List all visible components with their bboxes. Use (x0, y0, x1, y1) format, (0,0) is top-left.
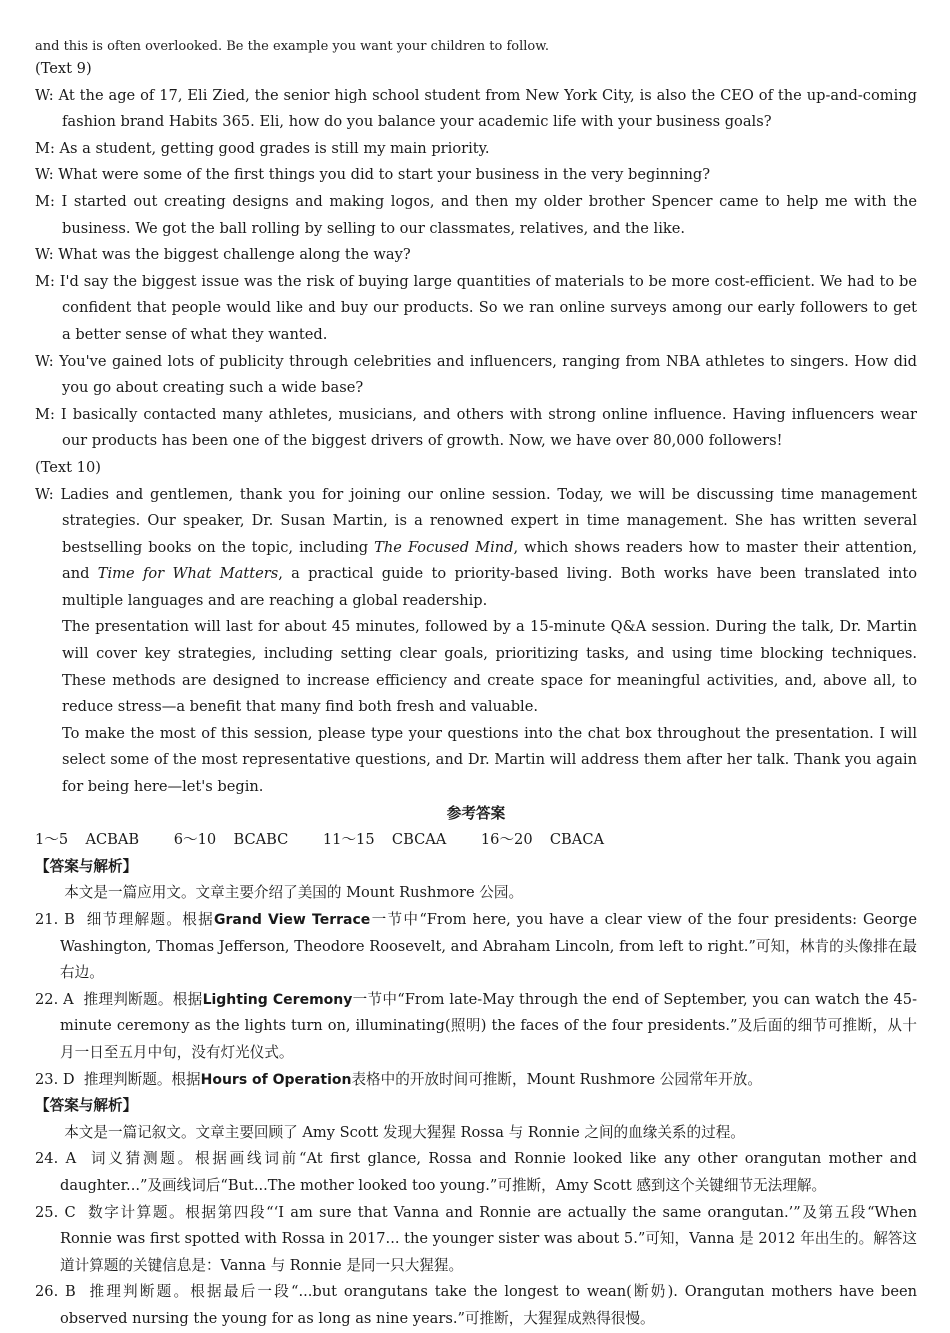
dialogue-line: M: I'd say the biggest issue was the risk of buying large quantities of materials to be more cost-efficient. We had to be confident that people would like and buy our products. So we ran online surveys among our early followers to get a better sense of what they wanted. (35, 272, 918, 343)
dialogue-line: W: You've gained lots of publicity through celebrities and influencers, ranging from NBA athletes to singers. How did you go about creating such a wide base? (35, 352, 917, 397)
dialogue-line: M: I started out creating designs and making logos, and then my older brother Spencer came to help me with the business. We got the ball rolling by selling to our classmates, relatives, and the like. (35, 192, 917, 237)
answer-key: 1～5 ACBAB 6～10 BCABC 11～15 CBCAA 16～20 CBACA (35, 831, 605, 849)
question-explanation: 24. A 词义猜测题。根据画线词前“At first glance, Rossa and Ronnie looked like any other orangutan mother and daughter...”及画线词后“But...The mother looked too young.”可推断，Amy Scott 感到这个关键细节无法理解。 (35, 1150, 918, 1194)
question-explanation: 21. B 细节理解题。根据Grand View Terrace一节中“From here, you have a clear view of the four presidents: George Washington, Thomas Jefferson, Theodore Roosevelt, and Abraham Lincoln, from left to right.”可知，林肯的头像排在最右边。 (35, 911, 917, 982)
cut-off-line: and this is often overlooked. Be the example you want your children to follow. (35, 40, 549, 54)
text9-label: (Text 9) (35, 60, 92, 77)
page-content (35, 40, 917, 1333)
analysis-intro: 本文是一篇应用文。文章主要介绍了美国的 Mount Rushmore 公园。 (64, 884, 524, 902)
dialogue-line: W: At the age of 17, Eli Zied, the senior high school student from New York City, is also the CEO of the up-and-coming fashion brand Habits 365. Eli, how do you balance your academic life with your business goals? (35, 86, 917, 131)
text10-label: (Text 10) (35, 458, 101, 476)
dialogue-line: M: As a student, getting good grades is still my main priority. (35, 139, 490, 157)
text10-paragraph-1: W: Ladies and gentlemen, thank you for joining our online session. Today, we will be discussing time management strategies. Our speaker, Dr. Susan Martin, is a renowned expert in time management. She has written several bestselling books on the topic, including The Focused Mind, which shows readers how to master their attention, and Time for What Matters, a practical guide to priority-based living. Both works have been translated into multiple languages and are reaching a global readership. (35, 485, 917, 609)
book-title: Time for What Matters (97, 565, 279, 583)
analysis-heading: 【答案与解析】 (35, 1097, 138, 1115)
analysis-intro: 本文是一篇记叙文。文章主要回顾了 Amy Scott 发现大猩猩 Rossa 与 Ronnie 之间的血缘关系的过程。 (64, 1123, 745, 1141)
question-explanation: 25. C 数字计算题。根据第四段“‘I am sure that Vanna and Ronnie are actually the same orangutan.’”及第五段“When Ronnie was first spotted with Rossa in 2017... the younger sister was about 5.”可知，Vanna 是 2012 年出生的。解答这道计算题的关键信息是：Vanna 与 Ronnie 是同一只大猩猩。 (35, 1203, 917, 1274)
analysis-heading: 【答案与解析】 (35, 857, 138, 875)
dialogue-line: W: What was the biggest challenge along the way? (35, 246, 411, 264)
answers-heading: 参考答案 (446, 804, 506, 822)
dialogue-line: W: What were some of the first things you did to start your business in the very beginning? (35, 166, 711, 184)
question-explanation: 26. B 推理判断题。根据最后一段“...but orangutans take the longest to wean(断奶). Orangutan mothers have been observed nursing the young for as long as nine years.”可推断，大猩猩成熟得很慢。 (35, 1283, 917, 1327)
question-explanation: 22. A 推理判断题。根据Lighting Ceremony一节中“From late-May through the end of September, you can watch the 45-minute ceremony as the lights turn on, illuminating(照明) the faces of the four presidents.”及后面的细节可推断，从十月一日至五月中旬，没有灯光仪式。 (35, 990, 918, 1061)
book-title: The Focused Mind (374, 538, 514, 556)
text10-paragraph-3: To make the most of this session, please type your questions into the chat box throughout the presentation. I will select some of the most representative questions, and Dr. Martin will address them after her talk. Thank you again for being here—let's begin. (62, 724, 917, 796)
question-explanation: 23. D 推理判断题。根据Hours of Operation表格中的开放时间可推断，Mount Rushmore 公园常年开放。 (35, 1070, 762, 1088)
text10-paragraph-2: The presentation will last for about 45 minutes, followed by a 15-minute Q&A session. During the talk, Dr. Martin will cover key strategies, including setting clear goals, prioritizing tasks, and using time blocking techniques. These methods are designed to increase efficiency and create space for meaningful activities, and, above all, to reduce stress—a benefit that many find both fresh and valuable. (62, 618, 917, 716)
dialogue-line: M: I basically contacted many athletes, musicians, and others with strong online influence. Having influencers wear our products has been one of the biggest drivers of growth. Now, we have over 80,000 followers! (35, 405, 917, 450)
